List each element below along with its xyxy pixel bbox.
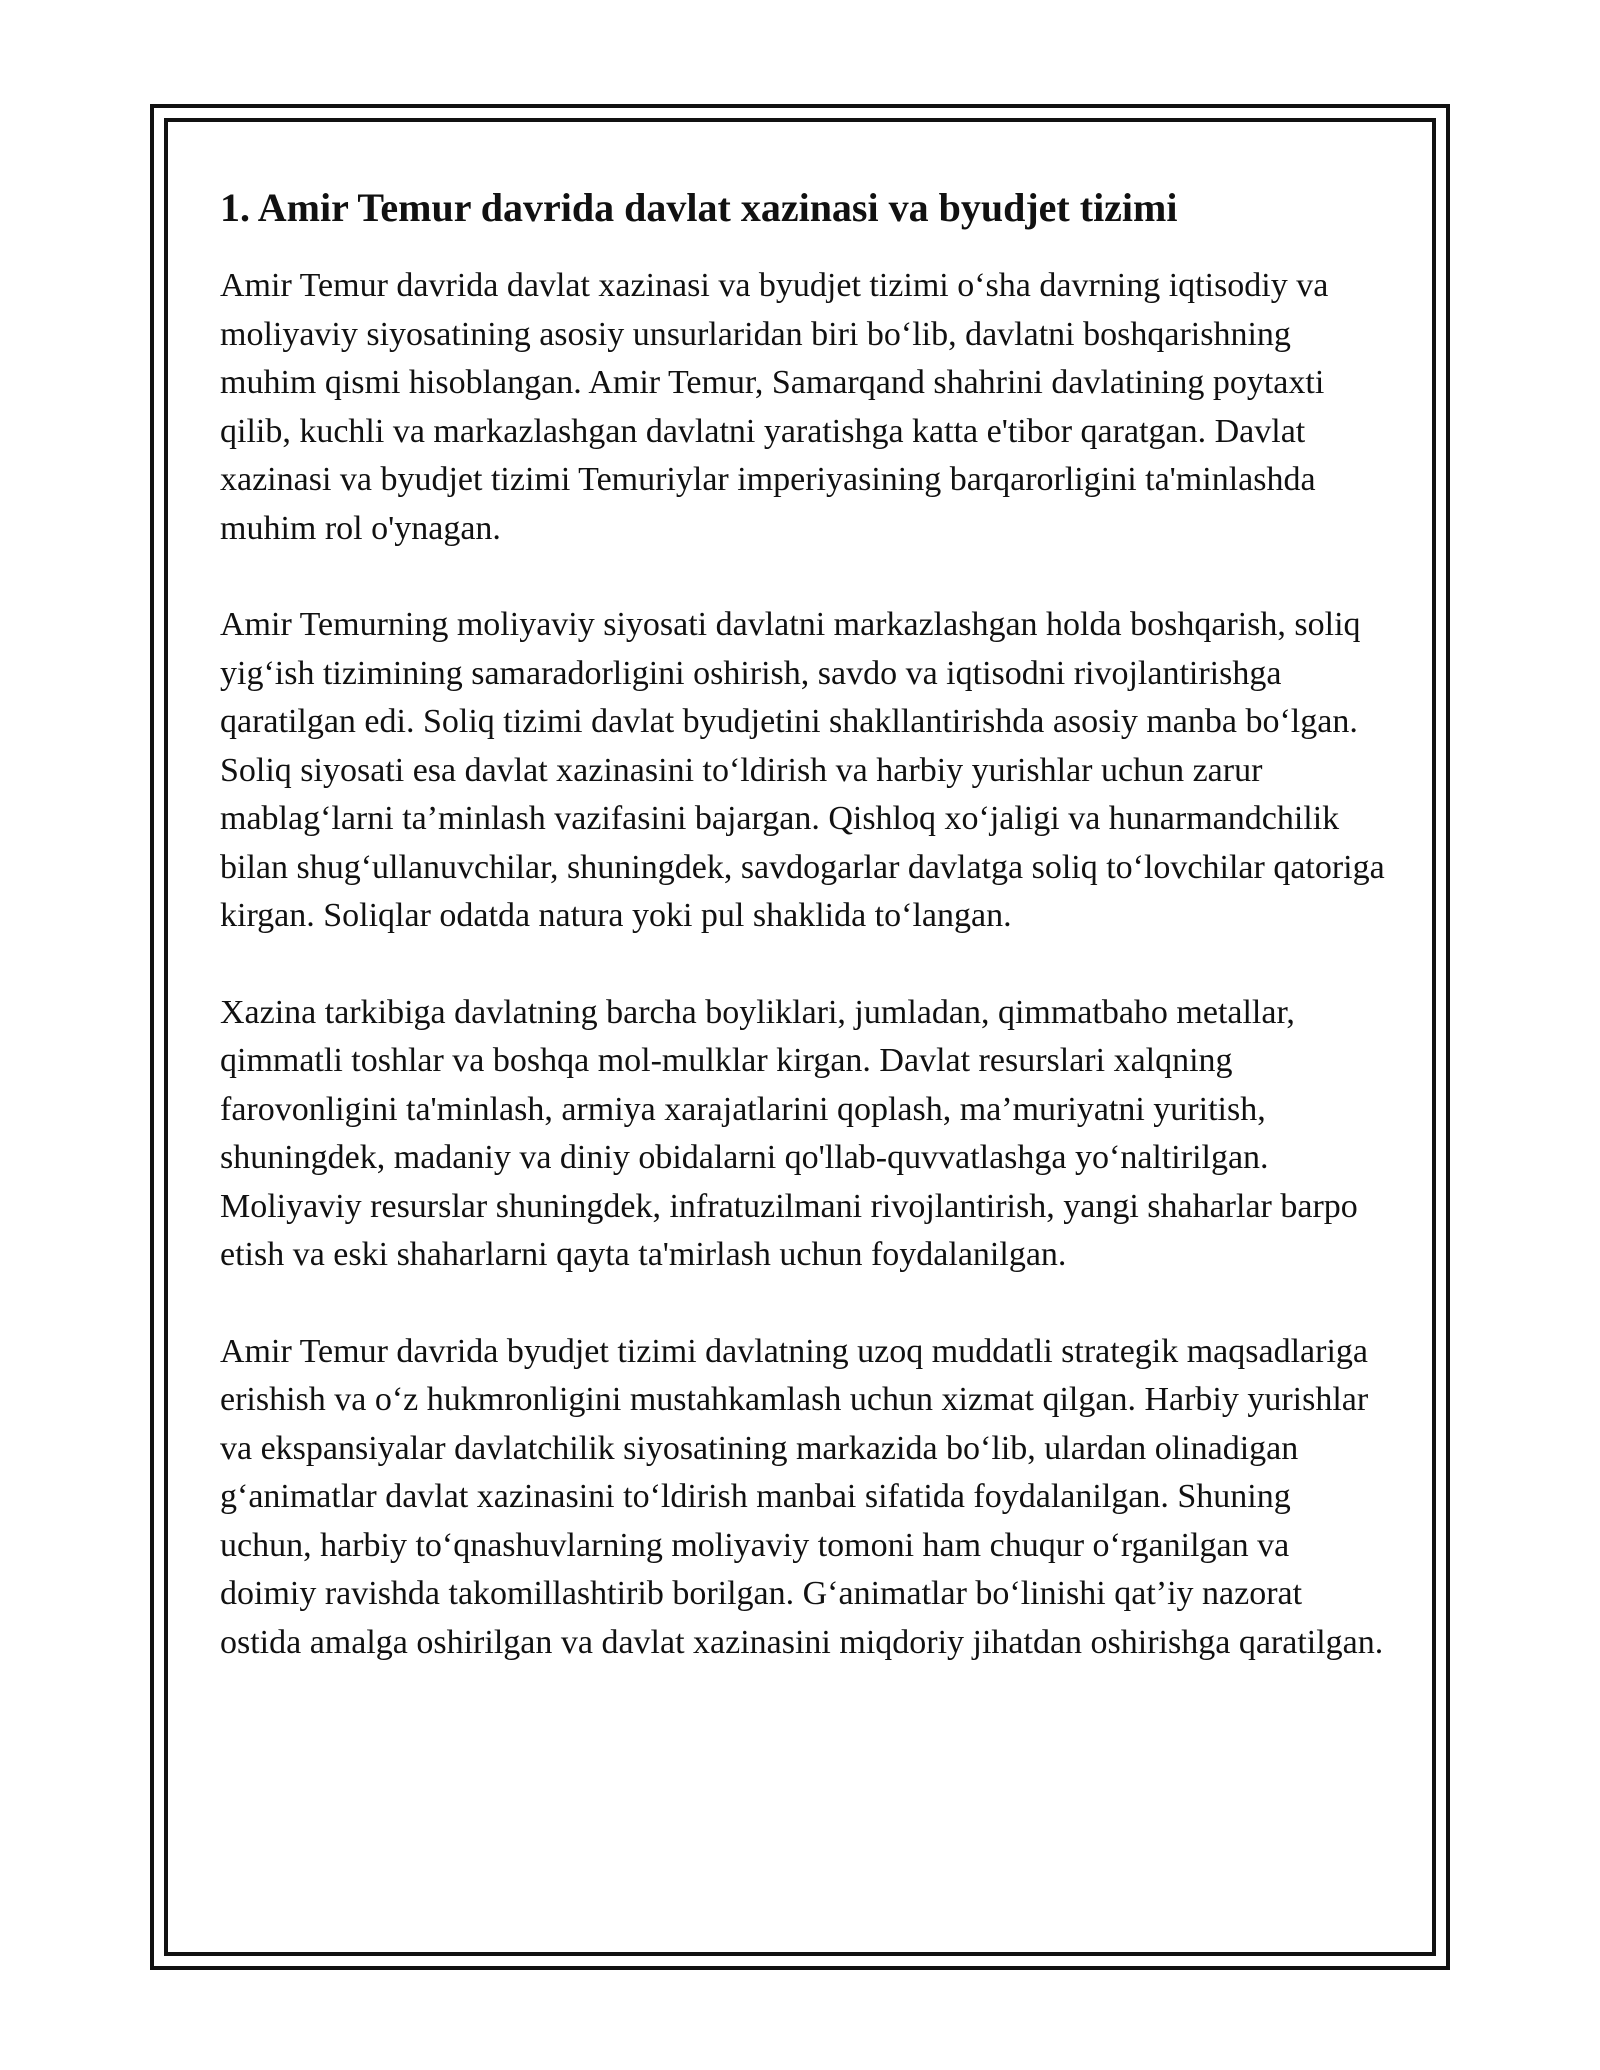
paragraph-3: Xazina tarkibiga davlatning barcha boyliklari, jumladan, qimmatbaho metallar, qimmatli toshlar va boshqa mol-mulklar kirgan. Davlat resurslari xalqning farovonligini ta'minlash, armiya xarajatlarini qoplash, ma’muriyatni yuritish, shuningdek, madaniy va diniy obidalarni qo'llab-quvvatlashga yo‘naltirilgan. Moliyaviy resurslar shuningdek, infratuzilmani rivojlantirish, yangi shaharlar barpo etish va eski shaharlarni qayta ta'mirlash uchun foydalanilgan. [220, 993, 1358, 1273]
paragraph-4: Amir Temur davrida byudjet tizimi davlatning uzoq muddatli strategik maqsadlariga erishish va o‘z hukmronligini mustahkamlash uchun xizmat qilgan. Harbiy yurishlar va ekspansiyalar davlatchilik siyosatining markazida bo‘lib, ulardan olinadigan g‘animatlar davlat xazinasini to‘ldirish manbai sifatida foydalanilgan. Shuning uchun, harbiy to‘qnashuvlarning moliyaviy tomoni ham chuqur o‘rganilgan va doimiy ravishda takomillashtirib borilgan. G‘animatlar bo‘linishi qat’iy nazorat ostida amalga oshirilgan va davlat xazinasini miqdoriy jihatdan oshirishga qaratilgan. [220, 1332, 1384, 1661]
paragraph-1: Amir Temur davrida davlat xazinasi va byudjet tizimi o‘sha davrning iqtisodiy va moliyaviy siyosatining asosiy unsurlaridan biri bo‘lib, davlatni boshqarishning muhim qismi hisoblangan. Amir Temur, Samarqand shahrini davlatining poytaxti qilib, kuchli va markazlashgan davlatni yaratishga katta e'tibor qaratgan. Davlat xazinasi va byudjet tizimi Temuriylar imperiyasining barqarorligini ta'minlashda muhim rol o'ynagan. [220, 267, 1329, 547]
document-body [220, 180, 1390, 1715]
paragraph-2: Amir Temurning moliyaviy siyosati davlatni markazlashgan holda boshqarish, soliq yig‘ish tizimining samaradorligini oshirish, savdo va iqtisodni rivojlantirishga qaratilgan edi. Soliq tizimi davlat byudjetini shakllantirishda asosiy manba bo‘lgan. Soliq siyosati esa davlat xazinasini to‘ldirish va harbiy yurishlar uchun zarur mablag‘larni ta’minlash vazifasini bajargan. Qishloq xo‘jaligi va hunarmandchilik bilan shug‘ullanuvchilar, shuningdek, savdogarlar davlatga soliq to‘lovchilar qatoriga kirgan. Soliqlar odatda natura yoki pul shaklida to‘langan. [220, 606, 1385, 934]
section-heading: 1. Amir Temur davrida davlat xazinasi va byudjet tizimi [220, 185, 1178, 230]
